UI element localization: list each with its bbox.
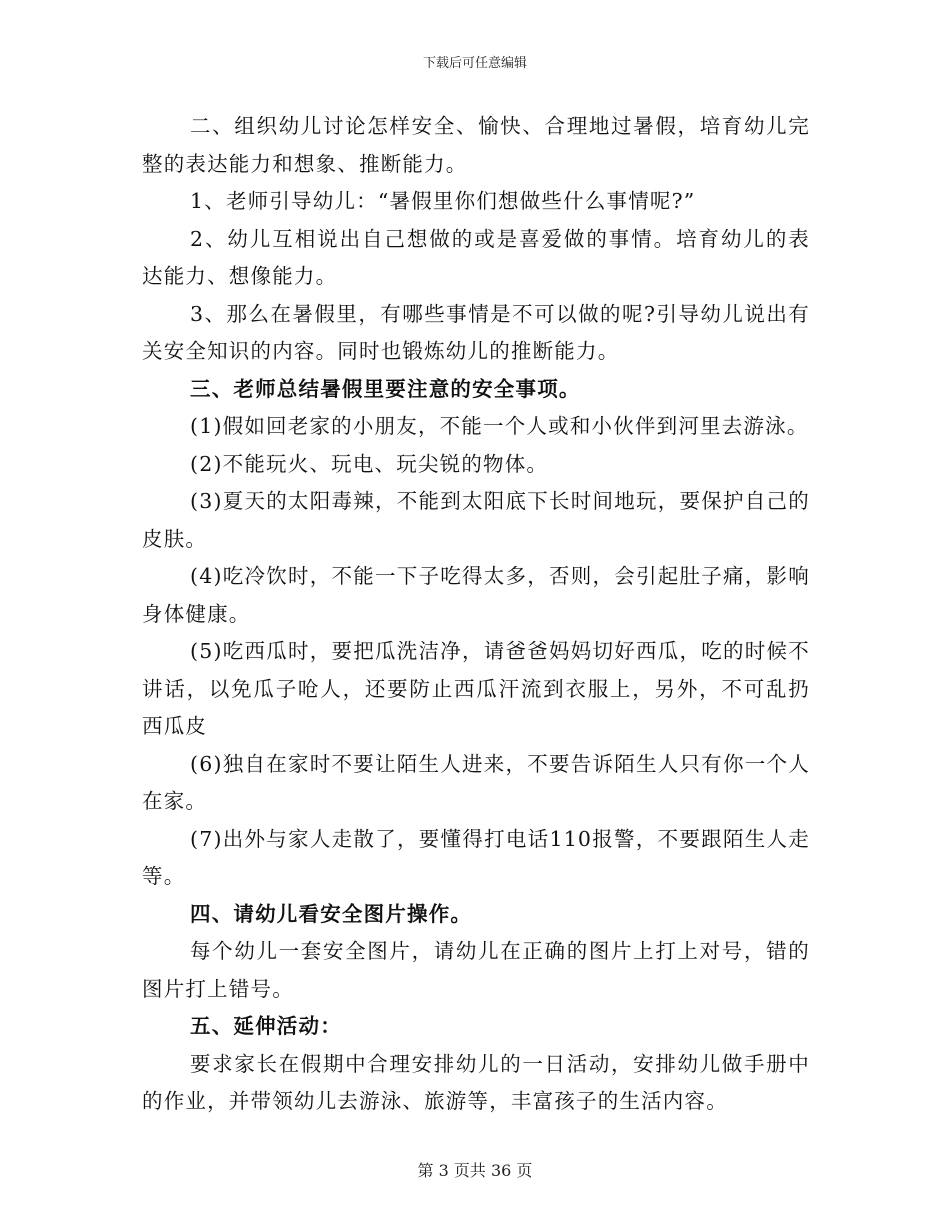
page-header-note: 下载后可任意编辑 — [422, 56, 527, 71]
document-body — [142, 108, 810, 1121]
list-item-2: 2、幼儿互相说出自己想做的或是喜爱做的事情。培育幼儿的表达能力、想像能力。 — [142, 226, 810, 288]
section-heading-5: 五、延伸活动： — [190, 1014, 342, 1038]
list-item-1: 1、老师引导幼儿：“暑假里你们想做些什么事情呢?” — [190, 189, 696, 213]
section-heading-2: 二、组织幼儿讨论怎样安全、愉快、合理地过暑假，培育幼儿完整的表达能力和想象、推断能力。 — [142, 114, 810, 176]
list-item-3: 3、那么在暑假里，有哪些事情是不可以做的呢?引导幼儿说出有关安全知识的内容。同时也锻炼幼儿的推断能力。 — [142, 301, 810, 363]
section-5-body: 要求家长在假期中合理安排幼儿的一日活动，安排幼儿做手册中的作业，并带领幼儿去游泳、旅游等，丰富孩子的生活内容。 — [142, 1051, 810, 1113]
safety-item-2: (2)不能玩火、玩电、玩尖锐的物体。 — [190, 451, 549, 476]
safety-item-1: (1)假如回老家的小朋友，不能一个人或和小伙伴到河里去游泳。 — [190, 414, 809, 438]
safety-item-3: (3)夏天的太阳毒辣，不能到太阳底下长时间地玩，要保护自己的皮肤。 — [142, 489, 810, 551]
section-4-body: 每个幼儿一套安全图片，请幼儿在正确的图片上打上对号，错的图片打上错号。 — [142, 939, 810, 1001]
safety-item-5: (5)吃西瓜时，要把瓜洗洁净，请爸爸妈妈切好西瓜，吃的时候不讲话，以免瓜子呛人，还要防止西瓜汗流到衣服上，另外，不可乱扔西瓜皮 — [142, 639, 810, 738]
page-number-footer: 第 3 页共 36 页 — [417, 1161, 533, 1180]
section-heading-4: 四、请幼儿看安全图片操作。 — [190, 901, 473, 926]
safety-item-7: (7)出外与家人走散了，要懂得打电话110报警，不要跟陌生人走等。 — [142, 826, 810, 888]
section-heading-3: 三、老师总结暑假里要注意的安全事项。 — [190, 376, 581, 401]
safety-item-4: (4)吃冷饮时，不能一下子吃得太多，否则，会引起肚子痛，影响身体健康。 — [142, 564, 810, 626]
safety-item-6: (6)独自在家时不要让陌生人进来，不要告诉陌生人只有你一个人在家。 — [142, 751, 810, 813]
